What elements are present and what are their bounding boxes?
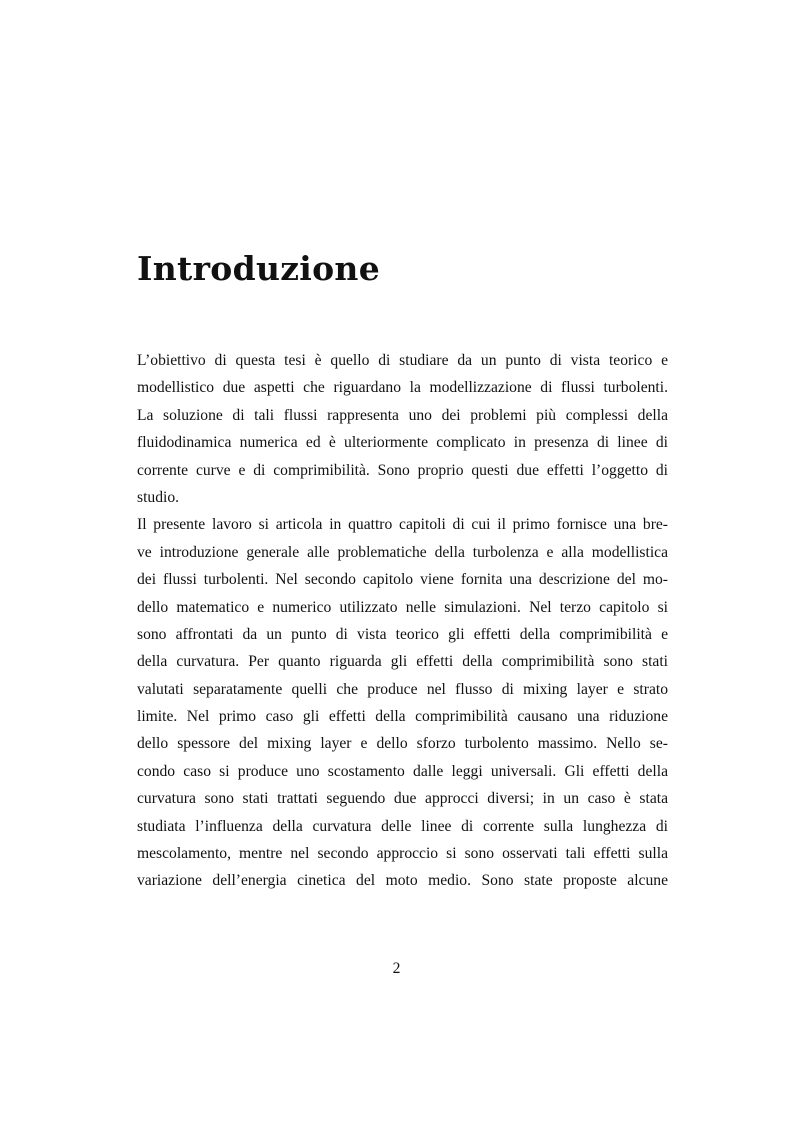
text-line: curvatura sono stati trattati seguendo due approcci diversi; in un caso è stata: [137, 790, 668, 808]
body-text: [137, 347, 668, 895]
text-line: ve introduzione generale alle problematiche della turbolenza e alla modellistica: [137, 543, 668, 561]
chapter-title: Introduzione: [137, 249, 381, 288]
text-line: dello spessore del mixing layer e dello sforzo turbolento massimo. Nello se-: [137, 735, 668, 753]
text-line: valutati separatamente quelli che produce nel flusso di mixing layer e strato: [137, 680, 668, 698]
text-line: Il presente lavoro si articola in quattro capitoli di cui il primo fornisce una bre-: [137, 516, 668, 534]
text-line: modellistico due aspetti che riguardano la modellizzazione di flussi turbolenti.: [137, 379, 668, 397]
text-line: corrente curve e di comprimibilità. Sono proprio questi due effetti l’oggetto di: [137, 461, 668, 479]
text-line: studio.: [137, 488, 180, 506]
text-line: dello matematico e numerico utilizzato nelle simulazioni. Nel terzo capitolo si: [137, 598, 668, 616]
text-line: dei flussi turbolenti. Nel secondo capitolo viene fornita una descrizione del mo-: [137, 571, 668, 589]
text-line: fluidodinamica numerica ed è ulteriormente complicato in presenza di linee di: [137, 434, 668, 452]
text-line: L’obiettivo di questa tesi è quello di studiare da un punto di vista teorico e: [137, 352, 668, 369]
paragraph: [137, 347, 668, 511]
text-line: della curvatura. Per quanto riguarda gli effetti della comprimibilità sono stati: [137, 653, 668, 671]
text-line: La soluzione di tali flussi rappresenta uno dei problemi più complessi della: [137, 406, 668, 424]
text-line: sono affrontati da un punto di vista teorico gli effetti della comprimibilità e: [137, 625, 668, 643]
text-line: variazione dell’energia cinetica del moto medio. Sono state proposte alcune: [137, 872, 668, 890]
text-line: mescolamento, mentre nel secondo approccio si sono osservati tali effetti sulla: [137, 845, 668, 863]
text-line: condo caso si produce uno scostamento dalle leggi universali. Gli effetti della: [137, 762, 668, 780]
text-line: studiata l’influenza della curvatura delle linee di corrente sulla lunghezza di: [137, 817, 668, 835]
page-number: 2: [392, 960, 401, 977]
paragraph: [137, 511, 668, 894]
text-line: limite. Nel primo caso gli effetti della comprimibilità causano una riduzione: [137, 708, 668, 726]
